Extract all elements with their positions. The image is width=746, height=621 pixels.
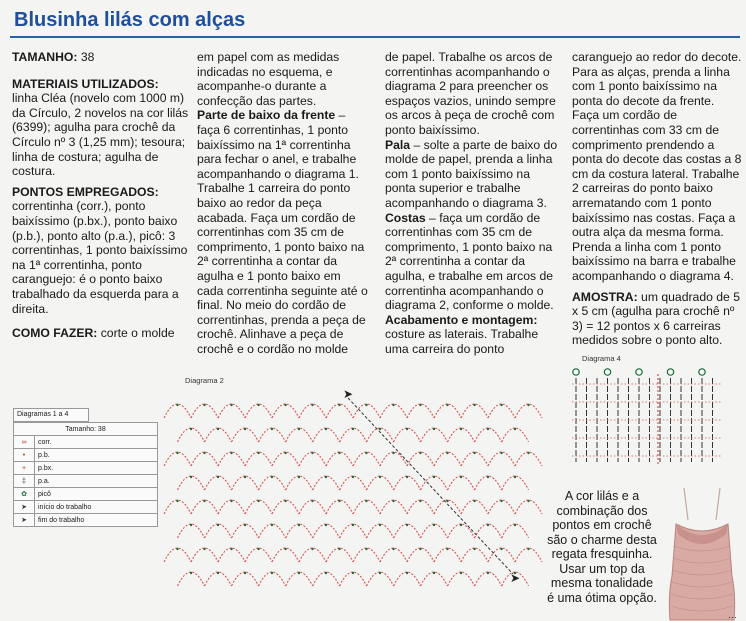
column-1 [12, 50, 190, 347]
gauge-text: um quadrado de 5 x 5 cm (agulha para crochê nº 3) = 12 pontos x 6 carreiras medidos sobre o ponto alto. [572, 289, 740, 348]
top-garment-image [662, 486, 742, 621]
stitch-dot [190, 476, 192, 478]
size-value: 38 [77, 50, 95, 64]
stitch-dot [217, 524, 219, 526]
stitch-dot [500, 404, 502, 406]
chain-icon: ∞ [14, 436, 35, 449]
front-bottom-paragraph [197, 108, 369, 356]
howto-paragraph [12, 326, 190, 341]
end-arrow-icon: ➤ [14, 514, 35, 527]
stitch-dot [230, 404, 232, 406]
stitch-dot [230, 548, 232, 550]
stitch-dot [392, 452, 394, 454]
stitches-paragraph [12, 185, 190, 316]
stitch-dot [338, 548, 340, 550]
stitch-dot [365, 500, 367, 502]
stitch-dot [217, 476, 219, 478]
stitch-dot [433, 572, 435, 574]
c2-intro: em papel com as medidas indicadas no esquema, e acompanhe-o durante a confecção das partes. [197, 50, 340, 108]
stitch-dot [203, 500, 205, 502]
legend-row [14, 462, 158, 475]
stitch-dot [352, 524, 354, 526]
stitch-dot [217, 428, 219, 430]
legend-row [14, 475, 158, 488]
materials-text: linha Cléa (novelo com 1000 m) da Círculo, 2 novelos na cor lilás (6399); agulha para crochê da Círculo nº 3 (1,25 mm); tesoura; linha de costura; agulha de costura. [12, 91, 189, 179]
stitch-dot [325, 428, 327, 430]
legend-row-label: p.bx. [35, 462, 158, 475]
stitch-dot [500, 500, 502, 502]
stitch-dot [379, 428, 381, 430]
start-arrow-icon: ➤ [14, 501, 35, 514]
single-crochet-icon: • [14, 449, 35, 462]
stitch-dot [271, 476, 273, 478]
diagram4-chart [570, 362, 730, 472]
stitch-dot [298, 428, 300, 430]
stitch-dot [284, 548, 286, 550]
diagram2-chart [158, 386, 544, 601]
picot-icon [573, 369, 579, 375]
stitch-dot [176, 404, 178, 406]
stitch-dot [460, 572, 462, 574]
stitch-dot [460, 428, 462, 430]
slip-stitch-icon: + [14, 462, 35, 475]
stitch-dot [203, 452, 205, 454]
stitch-dot [190, 524, 192, 526]
legend-row [14, 514, 158, 527]
page-number: … [728, 610, 737, 620]
stitch-dot [433, 524, 435, 526]
stitch-dot [325, 476, 327, 478]
page-title: Blusinha lilás com alças [14, 9, 246, 31]
legend-row-label: corr. [35, 436, 158, 449]
stitch-dot [338, 500, 340, 502]
stitch-dot [230, 452, 232, 454]
stitch-dot [527, 452, 529, 454]
work-direction-line [348, 398, 513, 574]
stitch-dot [446, 452, 448, 454]
stitch-dot [406, 476, 408, 478]
gauge-label: AMOSTRA: [572, 289, 638, 304]
stitch-dot [352, 572, 354, 574]
materials-label: MATERIAIS UTILIZADOS: [12, 76, 159, 91]
stitch-dot [271, 572, 273, 574]
stitch-dot [203, 404, 205, 406]
legend-row-label: início do trabalho [35, 501, 158, 514]
finishing-text: costure as laterais. Trabalhe uma carreira do ponto [385, 327, 539, 356]
legend-row-label: fim do trabalho [35, 514, 158, 527]
stitch-dot [446, 404, 448, 406]
stitch-dot [473, 500, 475, 502]
stitch-dot [203, 548, 205, 550]
stitch-dot [500, 548, 502, 550]
end-arrow-icon: ➤ [510, 571, 521, 585]
stitch-dot [257, 500, 259, 502]
c4-intro: caranguejo ao redor do decote. Para as alças, prenda a linha com 1 ponto baixíssimo na ponta do decote da frente. Faça um cordão de correntinhas com 33 cm de comprimento prendendo a ponta do decote das costas a 8 cm da costura lateral. Trabalhe 2 carreiras do ponto baixo arrematando com 1 ponto baixíssimo nas costas. Faça a outra alça da mesma forma. Prenda a linha com 1 ponto baixíssimo na barra e trabalhe acompanhando o diagrama 4. [572, 50, 742, 283]
stitch-dot [514, 524, 516, 526]
stitch-dot [379, 524, 381, 526]
yoke-paragraph [385, 138, 560, 211]
stitch-dot [487, 428, 489, 430]
picot-icon: ✿ [14, 488, 35, 501]
howto-text: corte o molde [97, 326, 175, 341]
yoke-label: Pala [385, 137, 411, 152]
legend-row [14, 449, 158, 462]
stitch-dot [379, 476, 381, 478]
stitch-dot [244, 524, 246, 526]
front-bottom-text: – faça 6 correntinhas, 1 ponto baixíssimo na 1ª correntinha para fechar o anel, e trabalhe acompanhando o diagrama 1. Trabalhe 1 carreira do ponto baixo ao redor da peça acabada. Faça um cordão de correntinhas com 35 cm de comprimento, 1 ponto baixo na 2ª correntinha a contar da agulha e 1 ponto baixo em cada correntinha seguinte até o final. No meio do cordão de correntinhas, prenda a peça de crochê. Alinhave a peça de crochê e o cordão no molde [197, 108, 368, 356]
stitch-dot [325, 524, 327, 526]
stitch-dot [527, 548, 529, 550]
stitch-dot [460, 524, 462, 526]
title-rule [10, 36, 740, 38]
stitch-dot [244, 572, 246, 574]
stitch-dot [244, 428, 246, 430]
column-3 [385, 50, 560, 362]
stitch-dot [257, 548, 259, 550]
stitch-dot [311, 548, 313, 550]
stitch-dot [311, 452, 313, 454]
legend-row [14, 436, 158, 449]
stitch-dot [473, 548, 475, 550]
stitch-dot [392, 500, 394, 502]
stitch-dot [527, 404, 529, 406]
stitch-dot [284, 500, 286, 502]
stitch-dot [419, 452, 421, 454]
stitch-dot [406, 428, 408, 430]
stitch-dot [298, 476, 300, 478]
diagram2-label: Diagrama 2 [185, 376, 224, 385]
stitch-dot [514, 476, 516, 478]
legend-row [14, 501, 158, 514]
stitch-dot [419, 404, 421, 406]
gauge-paragraph [572, 290, 744, 348]
stitch-dot [271, 428, 273, 430]
double-crochet-icon: ‡ [14, 475, 35, 488]
legend-title: Diagramas 1 a 4 [13, 408, 89, 422]
stitch-dot [284, 404, 286, 406]
stitch-dot [406, 572, 408, 574]
stitch-dot [487, 572, 489, 574]
stitch-dot [365, 404, 367, 406]
picot-icon [636, 369, 642, 375]
stitch-dot [257, 404, 259, 406]
stitch-dot [392, 404, 394, 406]
stitch-dot [352, 428, 354, 430]
stitch-dot [433, 476, 435, 478]
picot-icon [699, 369, 705, 375]
stitch-dot [176, 500, 178, 502]
legend-row-label: p.b. [35, 449, 158, 462]
size-label: TAMANHO: [12, 50, 78, 64]
stitch-dot [419, 548, 421, 550]
stitch-dot [338, 404, 340, 406]
stitch-dot [527, 500, 529, 502]
stitch-dot [271, 524, 273, 526]
diagram4-label: Diagrama 4 [582, 354, 621, 363]
stitch-dot [487, 476, 489, 478]
stitch-dot [460, 476, 462, 478]
stitch-dot [473, 452, 475, 454]
stitch-dot [244, 476, 246, 478]
stitch-dot [325, 572, 327, 574]
back-label: Costas [385, 210, 426, 225]
stitch-dot [338, 452, 340, 454]
stitch-dot [514, 428, 516, 430]
legend-table [13, 422, 158, 527]
column-2 [197, 50, 369, 362]
yoke-text: – solte a parte de baixo do molde de papel, prenda a linha com 1 ponto baixíssimo na ponta superior e trabalhe acompanhando o diagrama 3. [385, 137, 558, 210]
finishing-label: Acabamento e montagem: [385, 312, 538, 327]
stitch-dot [311, 404, 313, 406]
stitch-dot [217, 572, 219, 574]
finishing-paragraph [385, 313, 560, 357]
stitch-dot [365, 452, 367, 454]
size-paragraph [12, 50, 190, 65]
photo-caption: A cor lilás e a combinação dos pontos em crochê são o charme desta regata fresquinha. Usar um top da mesma tonalidade é uma ótima opção. [547, 489, 657, 605]
stitch-dot [176, 548, 178, 550]
c3-intro: de papel. Trabalhe os arcos de correntinhas acompanhando o diagrama 2 para preencher os espaços vazios, unindo sempre os arcos à peça de crochê com ponto baixíssimo. [385, 50, 556, 137]
back-paragraph [385, 211, 560, 313]
legend-box [13, 408, 158, 532]
stitch-dot [365, 548, 367, 550]
stitch-dot [190, 572, 192, 574]
back-text: – faça um cordão de correntinhas com 35 cm de comprimento, 1 ponto baixo na 2ª correntinha a contar da agulha, e trabalhe em arcos de correntinha acompanhando o diagrama 2, conforme o molde. [385, 210, 554, 313]
stitch-dot [176, 452, 178, 454]
stitch-dot [500, 452, 502, 454]
materials-paragraph [12, 77, 190, 179]
stitch-dot [311, 500, 313, 502]
legend-row-label: p.a. [35, 475, 158, 488]
legend-row [14, 488, 158, 501]
stitch-dot [419, 500, 421, 502]
legend-row-label: picô [35, 488, 158, 501]
howto-label: COMO FAZER: [12, 326, 98, 341]
stitch-dot [298, 572, 300, 574]
stitch-dot [298, 524, 300, 526]
front-bottom-label: Parte de baixo da frente [197, 108, 336, 123]
stitch-dot [379, 572, 381, 574]
stitch-dot [446, 500, 448, 502]
stitch-dot [257, 452, 259, 454]
column-4 [572, 50, 744, 354]
stitches-text: correntinha (corr.), ponto baixíssimo (p.bx.), ponto baixo (p.b.), ponto alto (p.a.), picô: 3 correntinhas, 1 ponto baixíssimo na 1ª correntinha, ponto caranguejo: é o ponto baixo trabalhado da esquerda para a direita. [12, 199, 188, 316]
legend-size: Tamanho: 38 [14, 423, 158, 436]
stitch-dot [230, 500, 232, 502]
stitches-label: PONTOS EMPREGADOS: [12, 184, 159, 199]
picot-icon [604, 369, 610, 375]
stitch-dot [473, 404, 475, 406]
stitch-dot [446, 548, 448, 550]
stitch-dot [284, 452, 286, 454]
stitch-dot [352, 476, 354, 478]
start-arrow-icon: ➤ [343, 387, 354, 401]
stitch-dot [392, 548, 394, 550]
stitch-dot [487, 524, 489, 526]
stitch-dot [433, 428, 435, 430]
stitch-dot [190, 428, 192, 430]
picot-icon [667, 369, 673, 375]
stitch-dot [406, 524, 408, 526]
